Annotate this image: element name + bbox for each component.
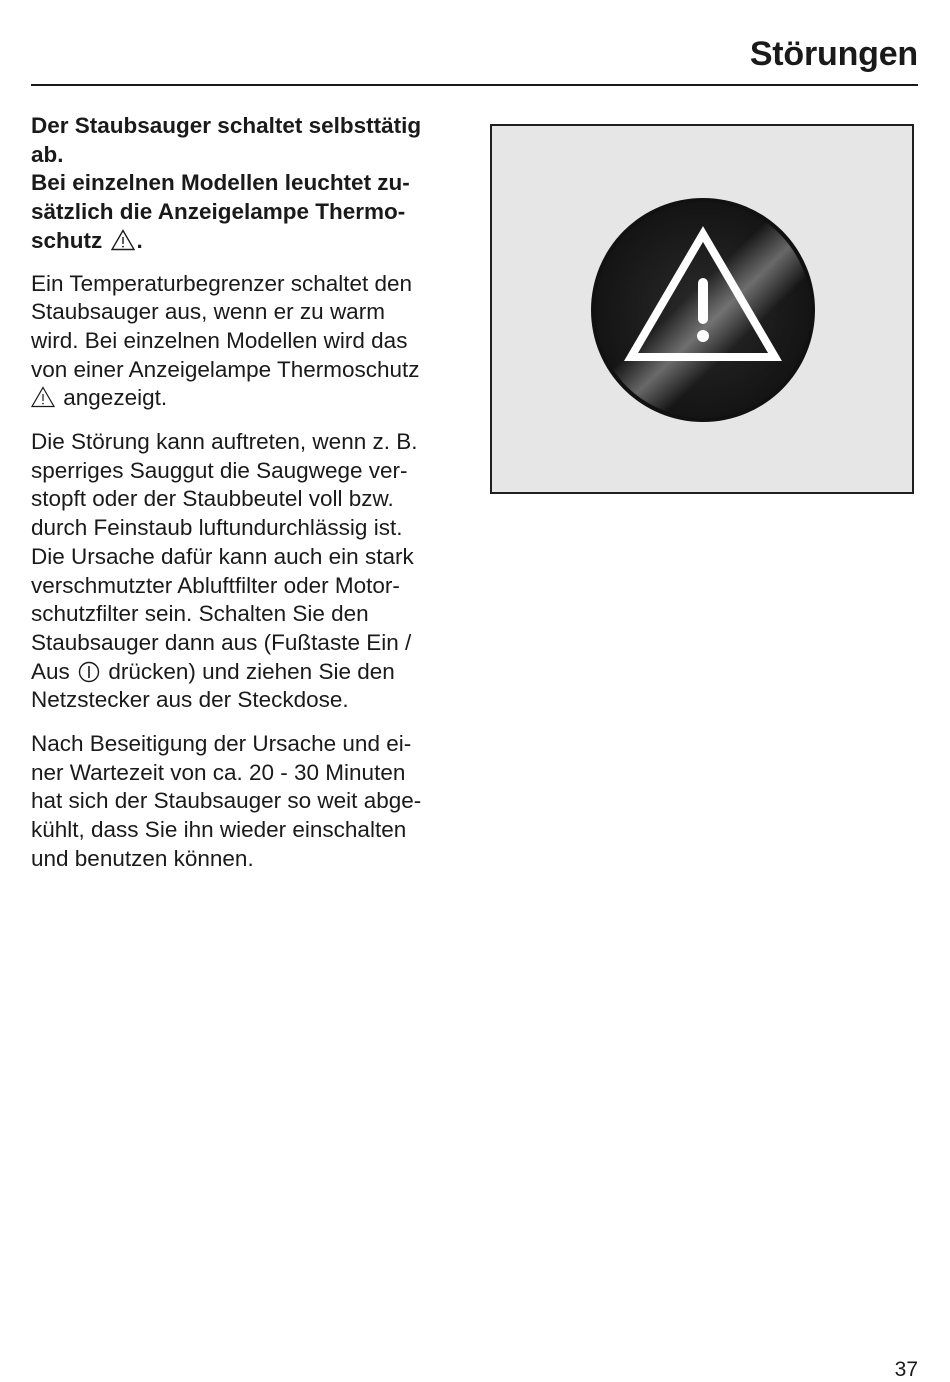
paragraph-line: ner Wartezeit von ca. 20 - 30 Minuten bbox=[31, 759, 406, 785]
paragraph-line-with-icon bbox=[31, 384, 471, 413]
warning-triangle-icon bbox=[111, 229, 135, 251]
paragraph-line: Nach Beseitigung der Ursache und ei- bbox=[31, 731, 412, 757]
paragraph-line: durch Feinstaub luftundurchlässig ist. bbox=[31, 515, 403, 541]
main-text-column bbox=[31, 112, 471, 889]
paragraph-line: Ein Temperaturbegrenzer schaltet den bbox=[31, 270, 413, 296]
exclamation-bar bbox=[698, 278, 708, 324]
paragraph-line: schutzfilter sein. Schalten Sie den bbox=[31, 601, 369, 627]
paragraph-line-with-icon bbox=[31, 658, 471, 687]
paragraph-causes bbox=[31, 428, 471, 715]
thermal-protection-lamp bbox=[492, 126, 912, 492]
paragraph-line: angezeigt. bbox=[63, 385, 168, 411]
paragraph-line: hat sich der Staubsauger so weit abge- bbox=[31, 788, 422, 814]
paragraph-line: Netzstecker aus der Steckdose. bbox=[31, 687, 349, 713]
title-divider bbox=[31, 84, 918, 86]
heading-line: Der Staubsauger schaltet selbsttätig bbox=[31, 113, 422, 138]
paragraph-line: und benutzen können. bbox=[31, 845, 254, 871]
page-number: 37 bbox=[894, 1358, 918, 1381]
heading-line-with-icon bbox=[31, 227, 471, 256]
paragraph-temperature-limiter bbox=[31, 270, 471, 414]
power-on-off-icon bbox=[78, 661, 100, 683]
paragraph-line: Die Störung kann auftreten, wenn z. B. bbox=[31, 429, 418, 455]
paragraph-line: drücken) und ziehen Sie den bbox=[108, 658, 395, 684]
paragraph-line: kühlt, dass Sie ihn wieder einschalten bbox=[31, 817, 407, 843]
heading-line: sätzlich die Anzeigelampe Thermo- bbox=[31, 199, 406, 225]
heading-line: schutz bbox=[31, 227, 103, 253]
exclamation-dot bbox=[697, 330, 709, 342]
paragraph-line: von einer Anzeigelampe Thermoschutz bbox=[31, 356, 420, 382]
section-heading bbox=[31, 112, 471, 256]
heading-line: Bei einzelnen Modellen leuchtet zu- bbox=[31, 170, 410, 196]
paragraph-line: verschmutzter Abluftfilter oder Motor- bbox=[31, 572, 400, 598]
paragraph-line: wird. Bei einzelnen Modellen wird das bbox=[31, 327, 408, 353]
heading-line: ab. bbox=[31, 141, 64, 167]
paragraph-line: Staubsauger aus, wenn er zu warm bbox=[31, 299, 385, 325]
paragraph-cool-down bbox=[31, 730, 471, 874]
paragraph-line: sperriges Sauggut die Saugwege ver- bbox=[31, 457, 408, 483]
page-title: Störungen bbox=[749, 35, 918, 73]
heading-end-punct: . bbox=[136, 227, 143, 253]
paragraph-line: Aus bbox=[31, 658, 70, 684]
paragraph-line: Staubsauger dann aus (Fußtaste Ein / bbox=[31, 629, 412, 655]
warning-triangle-icon bbox=[31, 386, 55, 408]
paragraph-line: stopft oder der Staubbeutel voll bzw. bbox=[31, 486, 394, 512]
thermal-protection-illustration bbox=[490, 124, 914, 494]
paragraph-line: Die Ursache dafür kann auch ein stark bbox=[31, 543, 414, 569]
